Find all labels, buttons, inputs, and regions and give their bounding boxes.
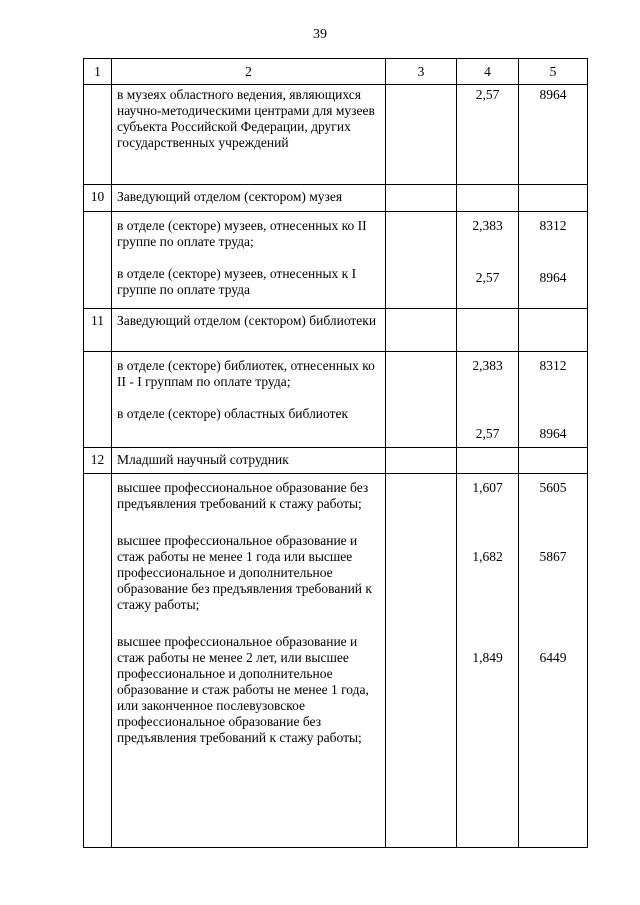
column-header-3: 3 [386,59,457,85]
table-row [84,85,588,185]
table-row [84,448,588,474]
salary-value: 6449 [539,650,567,665]
empty-cell [386,474,457,848]
row-number [84,85,112,185]
list-item-text: в отделе (секторе) музеев, отнесенных ко II группе по оплате труда; [117,218,367,249]
table-header-row [84,59,588,85]
empty-cell [386,212,457,309]
column-header-4: 4 [457,59,519,85]
row-number [84,352,112,448]
salary-cell [519,212,588,309]
list-item-text: высшее профессиональное образование без предъявления требований к стажу работы; [117,480,369,511]
row-text [112,212,386,309]
page-number: 39 [313,27,327,42]
list-item-text: высшее профессиональное образование и стаж работы не менее 2 лет, или высшее профессиональное и дополнительное образование и стаж работы не менее 1 года, или законченное послевузовское профессиональное образование без предъявления требований к стажу работы; [117,634,369,745]
coefficient-cell: 2,57 [457,85,519,185]
empty-cell [457,185,519,212]
coefficient-cell [457,474,519,848]
salary-value: 5867 [539,549,567,564]
salary-cell: 8964 [519,85,588,185]
empty-cell [386,352,457,448]
coefficient-value: 1,682 [472,549,503,564]
row-text [112,352,386,448]
row-number: 10 [84,185,112,212]
row-number [84,212,112,309]
salary-value: 8312 [539,358,567,373]
column-header-1: 1 [84,59,112,85]
coefficient-value: 1,607 [472,480,503,495]
salary-cell [519,352,588,448]
row-text: Заведующий отделом (сектором) музея [112,185,386,212]
empty-cell [457,309,519,352]
empty-cell [386,309,457,352]
salary-value: 8312 [539,218,567,233]
table-row [84,474,588,848]
salary-cell [519,474,588,848]
table-row [84,185,588,212]
salary-table [83,58,588,848]
coefficient-value: 2,383 [472,358,503,373]
row-text: Младший научный сотрудник [112,448,386,474]
row-number: 12 [84,448,112,474]
empty-cell [386,185,457,212]
list-item-text: в отделе (секторе) музеев, отнесенных к I группе по оплате труда [117,266,357,297]
coefficient-value: 2,383 [472,218,503,233]
empty-cell [519,185,588,212]
row-text: в музеях областного ведения, являющихся научно-методическими центрами для музеев субъекта Российской Федерации, других государственных учреждений [112,85,386,185]
table-row [84,309,588,352]
salary-value: 8964 [539,426,567,441]
column-header-2: 2 [112,59,386,85]
salary-value: 5605 [539,480,567,495]
empty-cell [457,448,519,474]
empty-cell [519,309,588,352]
table-row [84,212,588,309]
coefficient-value: 2,57 [475,270,500,285]
row-number: 11 [84,309,112,352]
row-text [112,474,386,848]
empty-cell [386,448,457,474]
salary-value: 8964 [539,270,567,285]
row-number [84,474,112,848]
coefficient-cell [457,352,519,448]
table-row [84,352,588,448]
empty-cell [519,448,588,474]
coefficient-cell [457,212,519,309]
row-text: Заведующий отделом (сектором) библиотеки [112,309,386,352]
list-item-text: в отделе (секторе) областных библиотек [117,406,349,421]
empty-cell [386,85,457,185]
list-item-text: в отделе (секторе) библиотек, отнесенных ко II - I группам по оплате труда; [117,358,375,389]
coefficient-value: 1,849 [472,650,503,665]
column-header-5: 5 [519,59,588,85]
coefficient-value: 2,57 [475,426,500,441]
list-item-text: высшее профессиональное образование и стаж работы не менее 1 года или высшее профессиональное и дополнительное образование без предъявления требований к стажу работы; [117,533,372,612]
